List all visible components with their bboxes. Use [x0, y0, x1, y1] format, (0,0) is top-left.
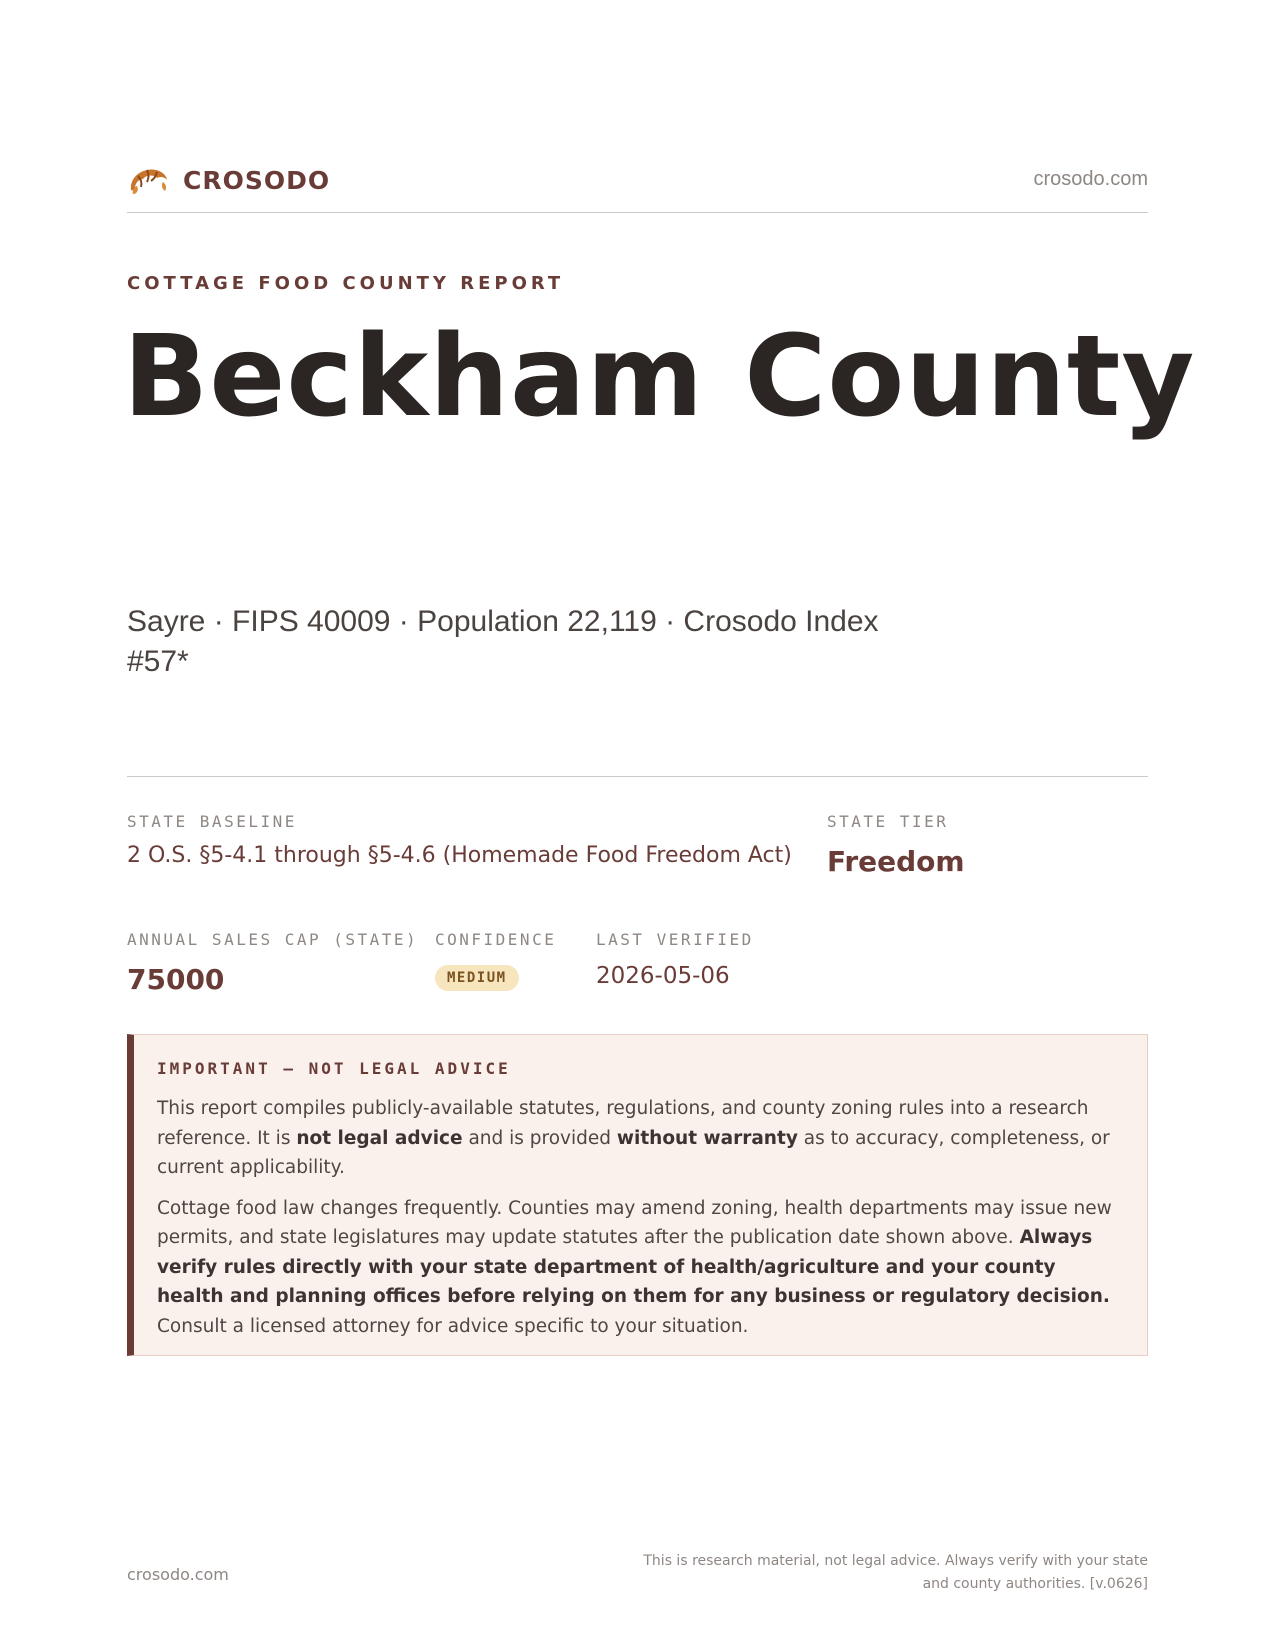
- sales-cap-value: 75000: [127, 963, 225, 996]
- notice-emphasis: without warranty: [616, 1127, 798, 1149]
- brand-name: CROSODO: [183, 165, 331, 195]
- croissant-icon: [127, 160, 169, 200]
- notice-heading: IMPORTANT — NOT LEGAL ADVICE: [157, 1059, 511, 1078]
- footer-disclaimer: [588, 1550, 1148, 1596]
- state-baseline-label: STATE BASELINE: [127, 812, 297, 831]
- confidence-label: CONFIDENCE: [435, 930, 557, 949]
- confidence-field: [435, 930, 556, 991]
- notice-text: as to accuracy, completeness, or current applicability.: [157, 1127, 1110, 1178]
- last-verified-field: [596, 930, 754, 989]
- brand: [127, 160, 330, 200]
- notice-text: Consult a licensed attorney for advice specific to your situation.: [157, 1315, 749, 1337]
- notice-text: This report compiles publicly-available statutes, regulations, and county zoning rules into a research reference. It is: [157, 1098, 1089, 1149]
- state-tier-label: STATE TIER: [827, 812, 949, 831]
- notice-paragraph-2: [157, 1194, 1121, 1342]
- footer-disclaimer-line-1: This is research material, not legal advice. Always verify with your state: [643, 1553, 1148, 1569]
- report-eyebrow: COTTAGE FOOD COUNTY REPORT: [127, 273, 565, 294]
- notice-emphasis: Always verify rules directly with your state department of health/agriculture and your county health and planning offices before relying on them for any business or regulatory decision.: [157, 1227, 1110, 1307]
- footer-site-url[interactable]: crosodo.com: [127, 1565, 229, 1584]
- last-verified-label: LAST VERIFIED: [596, 930, 754, 949]
- notice-emphasis: not legal advice: [296, 1127, 463, 1149]
- notice-text: Cottage food law changes frequently. Counties may amend zoning, health departments may issue new permits, and state legislatures may update statutes after the publication date shown above.: [157, 1197, 1112, 1248]
- legal-notice: [127, 1034, 1148, 1356]
- state-tier-field: [827, 812, 965, 878]
- report-page: [123, 0, 1196, 1650]
- confidence-badge: MEDIUM: [435, 965, 519, 991]
- sales-cap-label: ANNUAL SALES CAP (STATE): [127, 930, 419, 949]
- site-url[interactable]: crosodo.com: [1033, 168, 1148, 190]
- notice-paragraph-1: [157, 1094, 1121, 1183]
- last-verified-value: 2026-05-06: [596, 963, 730, 989]
- section-divider: [127, 776, 1148, 777]
- footer-disclaimer-line-2: and county authorities. [v.0626]: [922, 1576, 1148, 1592]
- notice-text: and is provided: [462, 1127, 617, 1149]
- page-header: [127, 156, 1148, 213]
- sales-cap-field: [127, 930, 418, 996]
- state-baseline-value: 2 O.S. §5-4.1 through §5-4.6 (Homemade Food Freedom Act): [127, 843, 792, 868]
- state-baseline-field: [127, 812, 792, 868]
- page-title: Beckham County: [123, 312, 1196, 442]
- state-tier-value: Freedom: [827, 845, 965, 878]
- county-subline: Sayre · FIPS 40009 · Population 22,119 · Crosodo Index #57*: [127, 605, 879, 678]
